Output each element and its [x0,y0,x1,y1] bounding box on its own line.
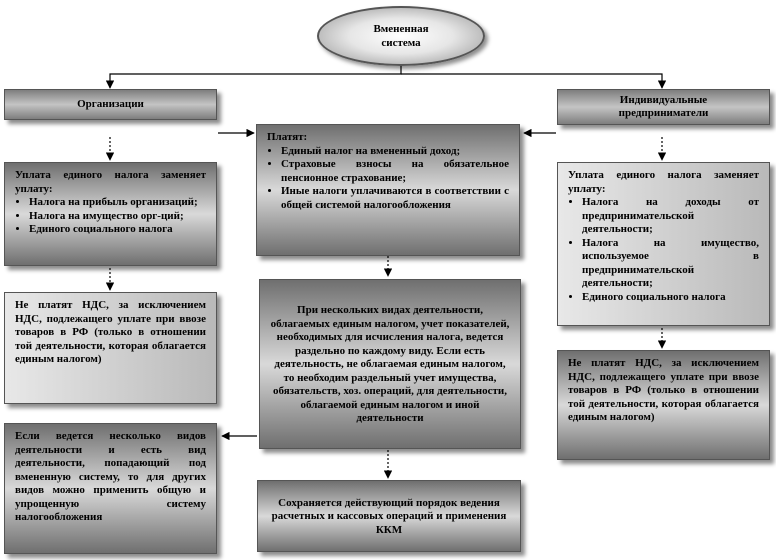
ip-header-box [557,89,770,125]
ip-title-line2: предприниматели [618,107,709,119]
org-replace-item: • Налога на прибыль организаций; [29,196,206,210]
org-title: Организации [77,97,144,110]
separate-accounting-box [259,279,521,449]
org-vat-text: Не платят НДС, за исключением НДС, подлежащего уплате при ввозе товаров в РФ (только в отношении той деятельности, которая облагается единым налогом) [15,299,206,365]
kkm-text: Сохраняется действующий порядок ведения расчетных и кассовых операций и применения ККМ [271,496,507,536]
payer-title: Платят: [267,131,308,143]
root-ellipse [317,6,485,66]
root-label-line2: система [381,37,421,49]
org-replace-item: • Единого социального налога [29,223,206,237]
ip-replace-item: • Налога на доходы от предпринимательской деятельности; [582,196,759,237]
org-header-box [4,89,217,120]
ip-title-line1: Индивидуальные [619,93,708,106]
org-replace-box [4,162,217,266]
ip-vat-text: Не платят НДС, за исключением НДС, подлежащего уплате при ввозе товаров в РФ (только в отношении той деятельности, которая облагается единым налогом) [568,357,759,423]
root-to-ip-line [401,74,662,88]
payer-box [256,124,520,256]
multi-activity-box [4,423,217,554]
org-vat-box [4,292,217,404]
ip-replace-item: • Единого социального налога [582,291,759,305]
root-to-branches-line [110,66,401,88]
org-replace-intro: Уплата единого налога заменяет уплату: [15,169,206,195]
org-replace-item: • Налога на имущество орг-ций; [29,210,206,224]
separate-accounting-text: При нескольких видах деятельности, облагаемых единым налогом, учет показателей, необходимых для исчисления налога, ведется раздельно по каждому виду. Если есть деятельность, не облагаемая единым налогом, то необходим раздельный учет имущества, обязательств, хоз. операций, для деятельности, облагаемой единым налогом и иной деятельности [270,304,510,425]
payer-item: • Единый налог на вмененный доход; [281,145,509,159]
ip-replace-item: • Налога на имущество, используемое в предпринимательской деятельности; [582,237,759,291]
payer-item: • Иные налоги уплачиваются в соответствии с общей системой налогообложения [281,185,509,212]
root-label-line1: Вмененная [373,23,429,35]
kkm-box [257,480,521,552]
ip-replace-box [557,162,770,326]
ip-vat-box [557,350,770,460]
ip-replace-intro: Уплата единого налога заменяет уплату: [568,169,759,195]
payer-item: • Страховые взносы на обязательное пенсионное страхование; [281,158,509,185]
multi-activity-text: Если ведется несколько видов деятельности и есть вид деятельности, попадающий под вмененную систему, то для других видов можно применить общую и упрощенную систему налогообложения [15,430,206,523]
